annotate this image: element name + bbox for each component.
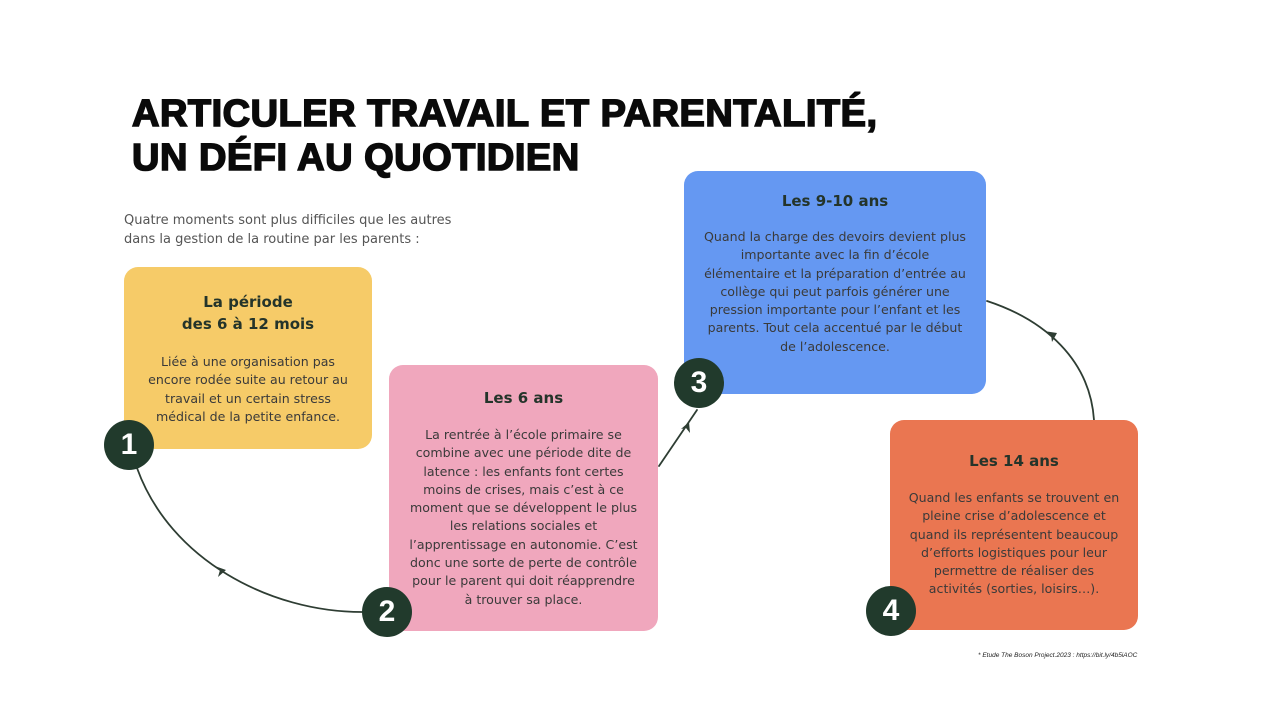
connector-1-2 <box>137 468 362 612</box>
connector-3-4 <box>987 301 1094 420</box>
step-2-body: La rentrée à l’école primaire se combine avec une période dite de latence : les enfants font certes moins de crises, mais c’est à ce moment que se développent le plus les relations sociales et l’apprentissage en autonomie. C’est donc une sorte de perte de contrôle pour le parent qui doit réapprendre à trouver sa place. <box>409 427 638 607</box>
title-line-2: UN DÉFI AU QUOTIDIEN <box>132 137 580 179</box>
intro-text: Quatre moments sont plus difficiles que les autres dans la gestion de la routine par les parents : <box>124 213 452 247</box>
step-4-body: Quand les enfants se trouvent en pleine crise d’adolescence et quand ils représentent beaucoup d’efforts logistiques pour leur permettre de réaliser des activités (sorties, loisirs…). <box>908 490 1120 597</box>
step-card-2 <box>389 365 658 631</box>
step-1-body: Liée à une organisation pas encore rodée suite au retour au travail et un certain stress médical de la petite enfance. <box>148 354 348 424</box>
step-2-title: Les 6 ans <box>483 389 564 407</box>
step-card-1 <box>124 267 372 449</box>
step-badge-1: 1 <box>104 420 154 470</box>
title-line-1: ARTICULER TRAVAIL ET PARENTALITÉ, <box>132 93 878 135</box>
step-1-title: La période des 6 à 12 mois <box>181 293 315 333</box>
step-card-4 <box>890 420 1138 630</box>
step-3-title: Les 9-10 ans <box>781 192 889 210</box>
step-card-3 <box>684 171 986 394</box>
step-badge-2: 2 <box>362 587 412 637</box>
step-3-body: Quand la charge des devoirs devient plus importante avec la fin d’école élémentaire et la préparation d’entrée au collège qui peut parfois générer une pression importante pour l’enfant et les parents. Tout cela accentué par le début de l’adolescence. <box>704 229 966 354</box>
connector-2-3 <box>659 410 697 466</box>
step-badge-4: 4 <box>866 586 916 636</box>
step-4-title: Les 14 ans <box>969 452 1059 470</box>
source-footnote: * Etude The Boson Project.2023 : https://bit.ly/4b5iAOC <box>978 652 1138 659</box>
step-badge-3: 3 <box>674 358 724 408</box>
